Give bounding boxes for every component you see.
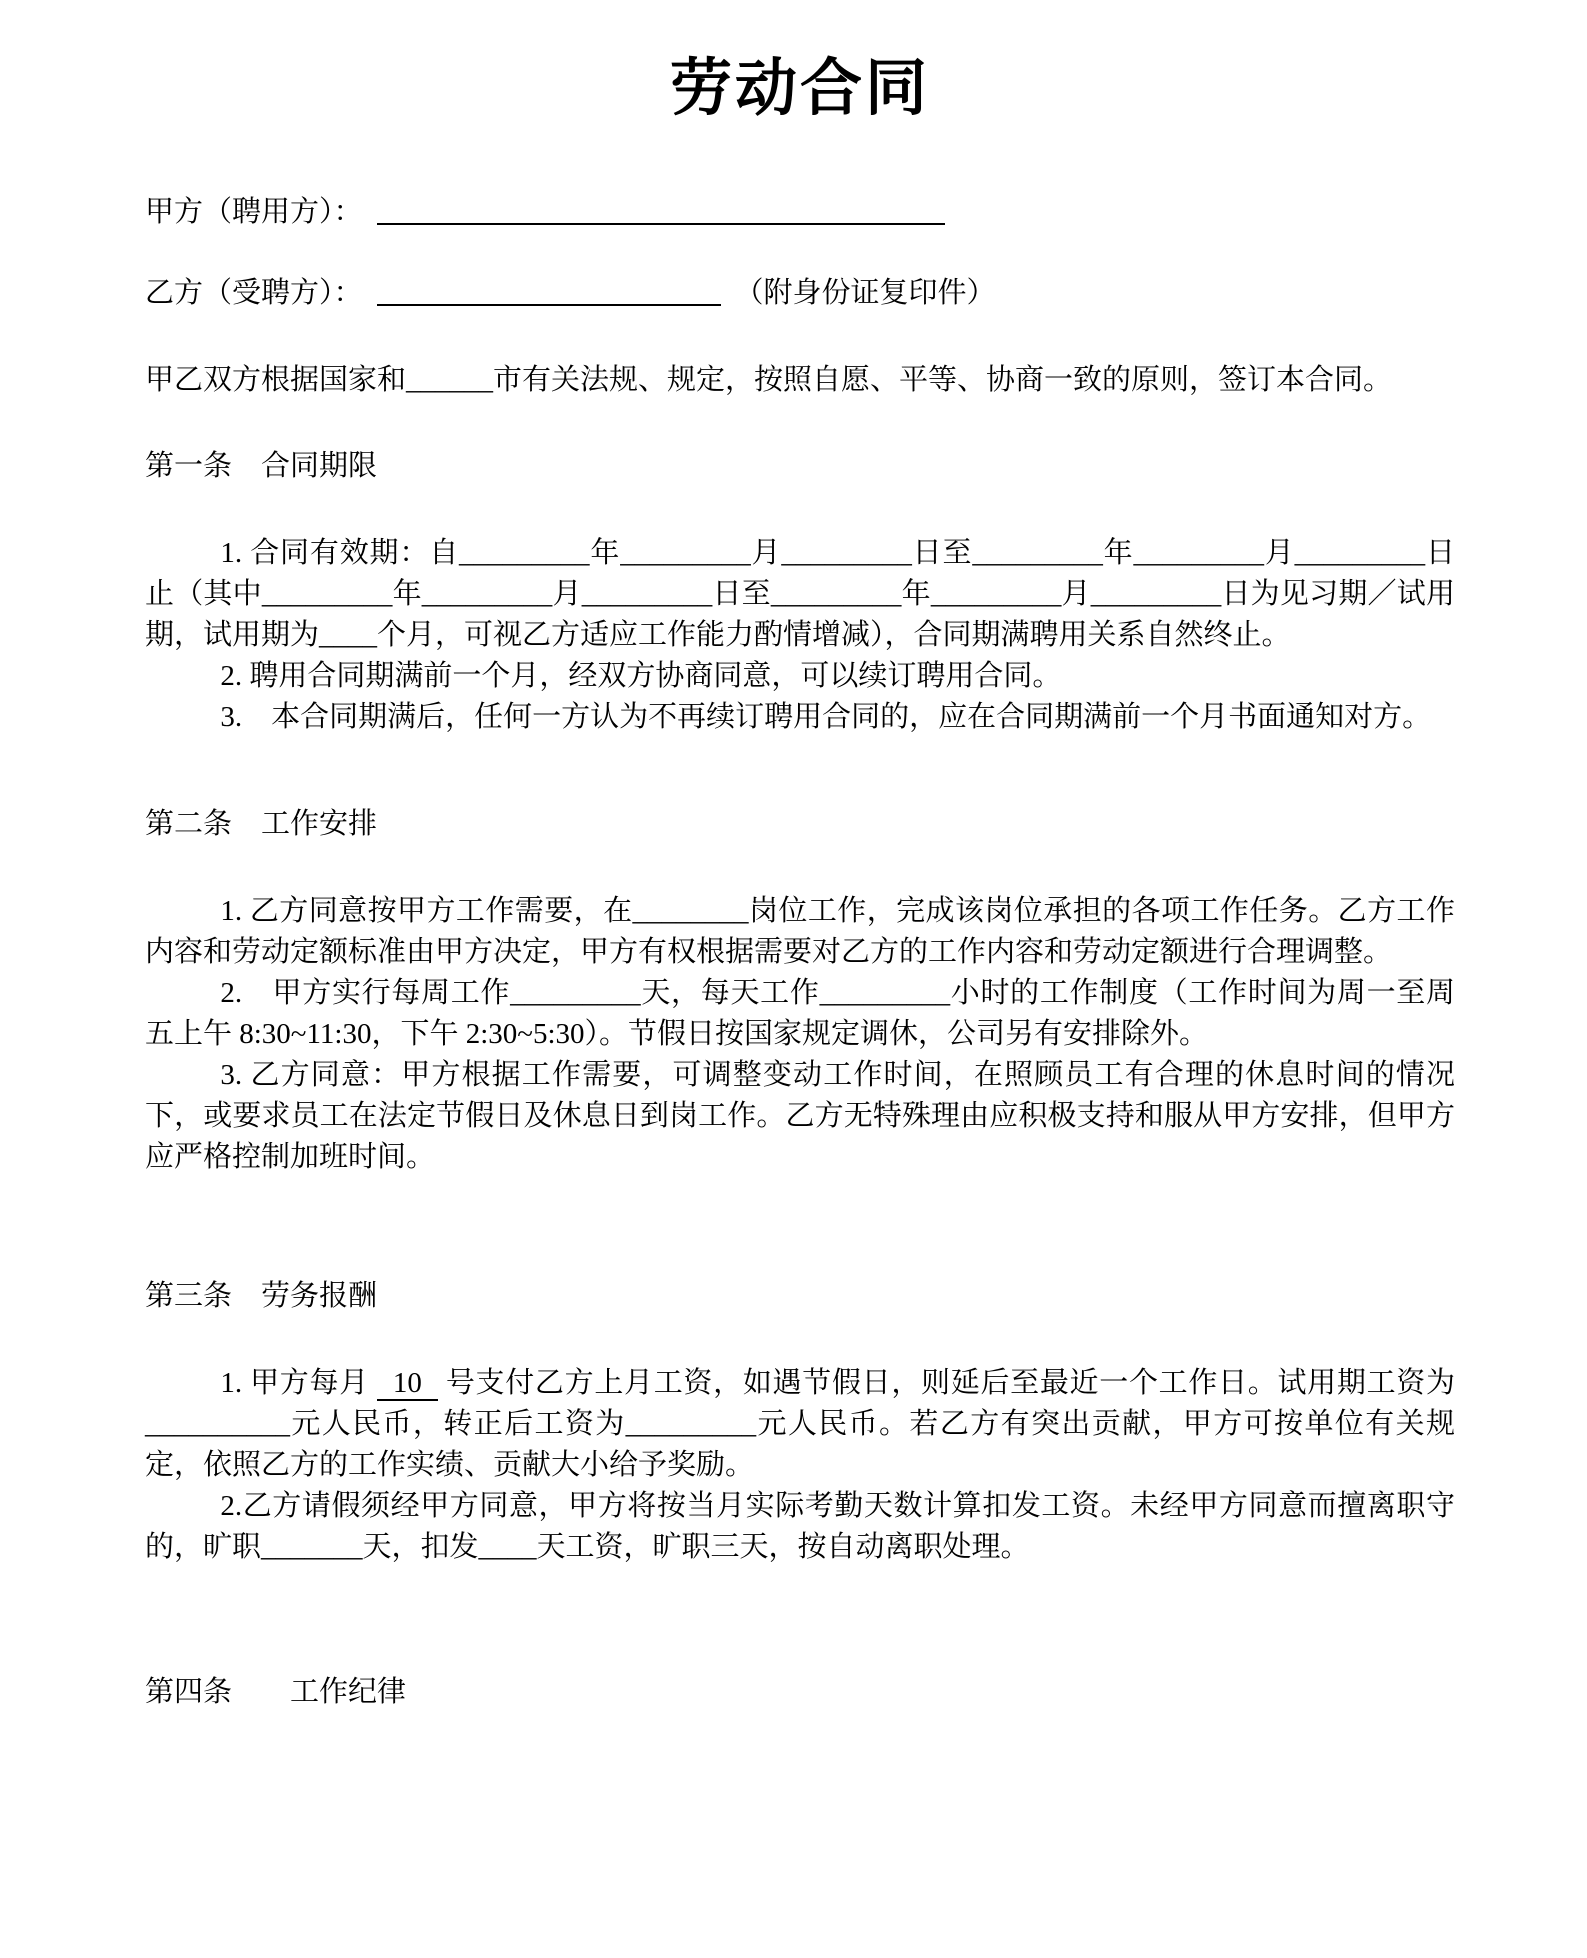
clause-text-before-pay-day: 1. 甲方每月 [220, 1367, 369, 1400]
clause-paragraph [145, 1363, 1455, 1486]
article-3-remuneration [145, 1276, 1455, 1568]
clause-text-after-pay-day: 号支付乙方上月工资，如遇节假日，则延后至最近一个工作日。试用期工资为__________元人民币，转正后工资为_________元人民币。若乙方有突出贡献，甲方可按单位有关规定，依照乙方的工作实绩、贡献大小给予奖励。 [145, 1367, 1455, 1482]
party-b-note: （附身份证复印件） [734, 277, 996, 310]
article-2-work-arrangement [145, 804, 1455, 1178]
preamble-paragraph: 甲乙双方根据国家和______市有关法规、规定，按照自愿、平等、协商一致的原则，签订本合同。 [145, 364, 1393, 397]
page-title: 劳动合同 [669, 55, 930, 123]
article-1-heading: 第一条 合同期限 [145, 450, 378, 483]
clause-paragraph: 3. 乙方同意：甲方根据工作需要，可调整变动工作时间，在照顾员工有合理的休息时间的情况下，或要求员工在法定节假日及休息日到岗工作。乙方无特殊理由应积极支持和服从甲方安排，但甲方应严格控制加班时间。 [145, 1059, 1455, 1174]
clause-paragraph: 2. 甲方实行每周工作_________天，每天工作_________小时的工作制度（工作时间为周一至周五上午 8:30~11:30，下午 2:30~5:30）。节假日按国家规定调休，公司另有安排除外。 [145, 977, 1455, 1051]
salary-pay-day-value: 10 [377, 1367, 438, 1401]
party-a-label: 甲方（聘用方）： [145, 196, 363, 229]
article-4-heading: 第四条 工作纪律 [145, 1676, 407, 1709]
party-b-label: 乙方（受聘方）： [145, 277, 363, 310]
party-b-fill-in-blank [377, 275, 721, 306]
article-1-contract-term [145, 446, 1455, 738]
article-4-work-discipline [145, 1672, 1455, 1713]
clause-paragraph: 1. 乙方同意按甲方工作需要，在________岗位工作，完成该岗位承担的各项工作任务。乙方工作内容和劳动定额标准由甲方决定，甲方有权根据需要对乙方的工作内容和劳动定额进行合理调整。 [145, 895, 1455, 969]
clause-paragraph: 2. 聘用合同期满前一个月，经双方协商同意，可以续订聘用合同。 [220, 660, 1062, 693]
clause-paragraph: 2.乙方请假须经甲方同意，甲方将按当月实际考勤天数计算扣发工资。未经甲方同意而擅离职守的，旷职_______天，扣发____天工资，旷职三天，按自动离职处理。 [145, 1490, 1455, 1564]
article-2-heading: 第二条 工作安排 [145, 808, 378, 841]
party-a-line [145, 192, 1455, 233]
party-b-line [145, 273, 1455, 314]
clause-paragraph: 1. 合同有效期：自_________年_________月_________日至_________年_________月_________日止（其中_________年_________月_________日至_________年_________月_________日为见习期／试用期，试用期为____个月，可视乙方适应工作能力酌情增减），合同期满聘用关系自然终止。 [145, 537, 1455, 652]
party-a-fill-in-blank [377, 194, 945, 225]
article-3-heading: 第三条 劳务报酬 [145, 1280, 378, 1313]
clause-paragraph: 3. 本合同期满后，任何一方认为不再续订聘用合同的，应在合同期满前一个月书面通知对方。 [220, 701, 1432, 734]
